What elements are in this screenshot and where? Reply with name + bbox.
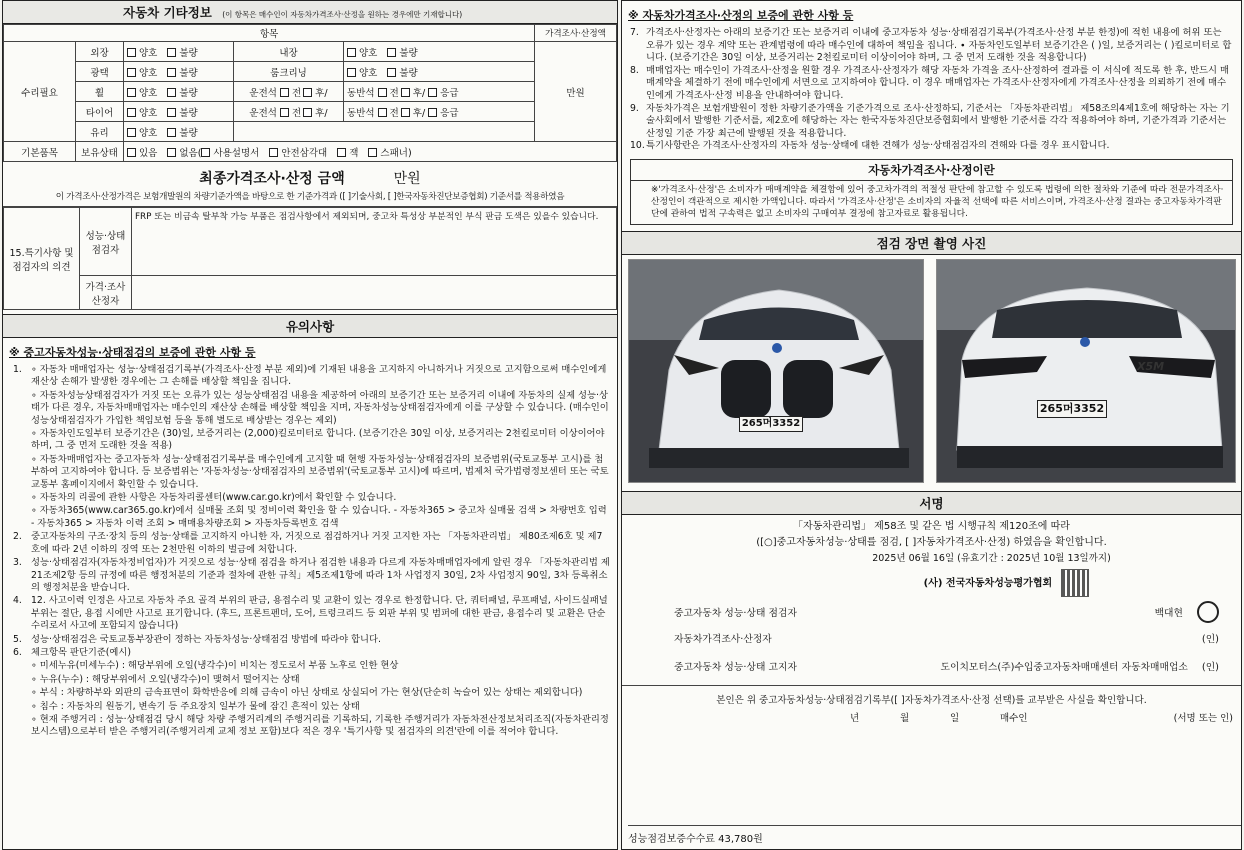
emergency: 응급 — [440, 107, 459, 119]
checkbox[interactable] — [167, 48, 176, 57]
definition-text: ※'가격조사·산정'은 소비자가 매매계약을 체결함에 있어 중고차가격의 적절성 판단에 참고할 수 있도록 법령에 의한 절차와 기준에 따라 전문가격조사·산정인이 객관적으로 제시한 가액입니다. 따라서 '가격조사·산정'은 소비자의 자율적 선택에 따른 서비스이며, 가격조사·산정 결과는 중고자동차가격판단에 관하여 법적 구속력은 없고 소비자의 구매여부 결정에 참고자료로 활용됩니다. — [651, 184, 1224, 219]
info-table — [3, 24, 617, 162]
basic-jack: 잭 — [349, 147, 359, 159]
checkbox[interactable] — [127, 68, 136, 77]
row-right-name: 운전석 전 후/ — [234, 102, 344, 122]
right-item-number: 10. — [630, 140, 645, 152]
notice-item-text: ∘ 누유(누수) : 해당부위에서 오일(냉각수)이 맺혀서 떨어지는 상태 — [31, 673, 300, 685]
final-price-unit: 만원 — [393, 171, 421, 187]
notice-item-text: 12. 사고이력 인정은 사고로 자동차 주요 골격 부위의 판금, 용접수리 및 교환이 있는 경우로 한정합니다. 단, 쿼터패널, 루프패널, 사이드실패널 부위는 절단, 용접 시에만 사고로 표기합니다. (후드, 프론트펜더, 도어, 트렁크리드 등 외판 부위 및 범퍼에 대한 판금, 용접수리 및 교환은 단순수리로서 사고에 포함되지 않습니다) — [31, 595, 608, 632]
role-name: 도이치모터스(주)수입중고자동차매매센터 자동차매매업소 — [940, 661, 1188, 673]
opt-bad: 불량 — [399, 67, 418, 79]
sign-area — [622, 515, 1241, 597]
notice-item-number: 6. — [13, 646, 22, 658]
checkbox[interactable] — [347, 68, 356, 77]
role-seal: (인) — [1201, 633, 1219, 645]
notice-item — [13, 364, 611, 389]
right-item — [630, 65, 1233, 103]
checkbox[interactable] — [280, 108, 289, 117]
emergency: 응급 — [440, 87, 459, 99]
special-price-label: 가격·조사 산정자 — [80, 276, 132, 310]
rear: 후 — [412, 107, 422, 119]
receipt-buyer: 매수인 — [1000, 712, 1028, 724]
notice-item — [13, 660, 611, 672]
info-title-bar — [3, 1, 617, 24]
notice-item — [13, 428, 611, 453]
seat-passenger: 동반석 — [347, 107, 375, 119]
notice-item-text: ∘ 현재 주행거리 : 성능·상태점검 당시 해당 차량 주행거리계의 주행거리를 기록하되, 기록한 주행거리가 자동차전산정보처리조직(자동차관리정보시스템)으로부터 받은 주행거리(주행거리계 교체 정보 포함)보다 적은 경우 '특기사항 및 점검자의 의견'란에 이를 적어야 합니다. — [31, 713, 609, 738]
notice-item-number — [13, 390, 31, 427]
role-row — [674, 625, 1219, 651]
notice-title: 유의사항 — [3, 314, 617, 338]
opt-bad: 불량 — [179, 87, 198, 99]
checkbox[interactable] — [127, 148, 136, 157]
row-right-name: 내장 — [234, 42, 344, 62]
right-item-number: 7. — [630, 27, 639, 38]
row-options: 동반석 전 후/ 응급 — [344, 102, 535, 122]
definition-box — [630, 159, 1233, 225]
notice-item — [13, 492, 611, 504]
sign-line1: 「자동차관리법」 제58조 및 같은 법 시행규칙 제120조에 따라 — [793, 520, 1070, 532]
right-item-text: 자동차가격은 보험개발원이 정한 차량기준가액을 기준가격으로 조사·산정하되, 기준서는 「자동차관리법」 제58조의4제1호에 해당하는 자는 기술사회에서 발행한 기준서를, 제2호에 해당하는 자는 한국자동차진단보증협회에서 발행한 기준서를 각각 적용하여야 하며, 기준가격과 기준서는 산정일 기준 가장 최근에 발행된 것을 적용합니다. — [646, 102, 1230, 139]
row-options — [124, 102, 234, 122]
notice-item-number — [13, 714, 31, 739]
notice-item-number — [13, 505, 31, 530]
checkbox[interactable] — [303, 88, 312, 97]
opt-good: 양호 — [139, 127, 158, 139]
rear-plate: 265머3352 — [1037, 400, 1107, 418]
col-price: 가격조사·산정액 — [535, 25, 617, 42]
checkbox[interactable] — [428, 88, 437, 97]
notice-item-text: ∘ 자동차성능상태점검자가 거짓 또는 오류가 있는 성능상태점검 내용을 제공하여 아래의 보증기간 또는 보증거리 이내에 자동차의 실제 성능·상태가 다른 경우, 자동차매매업자는 매수인의 재산상 손해를 배상할 책임을 지며, 자동차성능상태점검자에게 이를 구상할 수 있습니다. (매수인이 성능상태점검자가 가입한 책임보험 등을 통해 별도로 배상받는 경우는 제외) — [31, 389, 609, 426]
checkbox[interactable] — [401, 88, 410, 97]
info-title: 자동차 기타정보 — [123, 5, 212, 20]
checkbox[interactable] — [127, 48, 136, 57]
row-options — [124, 42, 234, 62]
notice-item — [13, 595, 611, 632]
final-note: 이 가격조사·산정가격은 보험개발원의 차량기준가액을 바탕으로 한 기준가격과 ([ ]기술사회, [ ]한국자동차진단보증협회) 기준서를 적용하였음 — [3, 190, 617, 207]
right-item-text: 특기사항란은 가격조사·산정자의 자동차 성능·상태에 대한 견해가 성능·상태점검자의 견해와 다를 경우 표시합니다. — [646, 140, 1110, 152]
seat-driver: 운전석 — [249, 107, 277, 119]
row-name: 유리 — [76, 122, 124, 142]
notice-item — [13, 687, 611, 699]
left-column — [2, 0, 618, 850]
receipt-line: 본인은 위 중고자동차성능·상태점검기록부([ ]자동차가격조사·산정 선택)를 교부받은 사실을 확인합니다. — [716, 694, 1147, 706]
notice-item — [13, 454, 611, 491]
right-item — [630, 103, 1233, 141]
opt-good: 양호 — [359, 67, 378, 79]
checkbox[interactable] — [127, 88, 136, 97]
front: 전 — [389, 87, 399, 99]
sign-date: 2025년 06월 16일 (유효기간 : 2025년 10월 13일까지) — [872, 552, 1111, 564]
right-list — [622, 27, 1241, 153]
role-label: 중고자동차 성능·상태 고지자 — [674, 661, 797, 673]
notice-list — [3, 364, 617, 739]
role-name: 백대현 — [1154, 607, 1183, 619]
basic-sub: 보유상태 — [76, 142, 124, 162]
opt-bad: 불량 — [179, 127, 198, 139]
notice-item-text: 중고자동차의 구조·장치 등의 성능·상태를 고지하지 아니한 자, 거짓으로 점검하거나 거짓 고지한 자는 「자동차관리법」 제80조제6호 및 제7호에 따라 2년 이하의 징역 또는 2천만원 이하의 벌금에 처합니다. — [31, 531, 603, 555]
checkbox[interactable] — [347, 48, 356, 57]
opt-bad: 불량 — [179, 107, 198, 119]
checkbox[interactable] — [280, 88, 289, 97]
checkbox[interactable] — [167, 68, 176, 77]
role-label: 자동차가격조사·산정자 — [674, 633, 772, 645]
rear: 후 — [315, 107, 325, 119]
front: 전 — [389, 107, 399, 119]
role-row — [674, 599, 1219, 625]
notice-item-text: ∘ 자동차 매매업자는 성능·상태점검기록부(가격조사·산정 부분 제외)에 기재된 내용을 고지하지 아니하거나 거짓으로 고지함으로써 매수인에게 재산상 손해가 발생한 경우에는 그 손해를 배상할 책임을 집니다. — [31, 364, 607, 388]
notice-item — [13, 557, 611, 594]
notice-item-text: 성능·상태점검자(자동차정비업자)가 거짓으로 성능·상태 점검을 하거나 점검한 내용과 다르게 자동차매매업자에게 알린 경우 「자동차관리법 제21조제2항 등의 규정에 따른 행정처분의 기준과 절차에 관한 규칙」제5조제1항에 따라 1차 사업정지 30일, 2차 사업정지 90일, 3차 등록취소의 행정처분을 받습니다. — [31, 557, 610, 593]
final-price-label: 최종가격조사·산정 금액 — [199, 171, 345, 187]
row-right-name: 룸크리닝 — [234, 62, 344, 82]
front: 전 — [291, 87, 302, 99]
right-item-number: 8. — [630, 64, 639, 76]
checkbox[interactable] — [303, 108, 312, 117]
checkbox[interactable] — [337, 148, 346, 157]
opt-good: 양호 — [139, 107, 158, 119]
notice-item — [13, 701, 611, 713]
notice-item — [13, 647, 611, 659]
right-item-text: 가격조사·산정자는 아래의 보증기간 또는 보증거리 이내에 중고자동차 성능·상태점검기록부(가격조사·산정 부분 한정)에 적힌 내용에 허위 또는 오류가 있는 경우 계약 또는 관계법령에 따라 매수인에 대하여 책임을 집니다. ∙ 자동차인도일부터 보증기간은 ( )일, 보증거리는 ( )킬로미터로 합니다. (보증기간은 30일 이상, 보증거리는 2천킬로미터 이상이어야 하며, 그 중 먼저 도래한 것을 적용합니다) — [646, 27, 1232, 64]
front-photo — [628, 259, 924, 483]
seat-passenger: 동반석 — [347, 87, 375, 99]
notice-item — [13, 390, 611, 427]
notice-item-number — [13, 701, 31, 713]
opt-bad: 불량 — [399, 47, 418, 59]
opt-good: 양호 — [139, 87, 158, 99]
opt-bad: 불량 — [179, 67, 198, 79]
checkbox[interactable] — [269, 148, 278, 157]
front-car-illustration — [629, 260, 924, 483]
sign-line2: ([○]중고자동차성능·상태를 점검, [ ]자동차가격조사·산정) 하였음을 확인합니다. — [756, 536, 1107, 548]
notice-item — [13, 505, 611, 530]
basic-options: 있음 없음( 사용설명서 안전삼각대 잭 스패너) — [124, 142, 617, 162]
association-row — [622, 569, 1241, 597]
checkbox[interactable] — [368, 148, 377, 157]
special-cond-label: 성능·상태 점검자 — [80, 208, 132, 276]
notice-item-number: 2. — [13, 531, 22, 543]
special-table — [3, 207, 617, 310]
row-name: 타이어 — [76, 102, 124, 122]
checkbox[interactable] — [378, 88, 387, 97]
checkbox[interactable] — [127, 128, 136, 137]
notice-item-text: 체크항목 판단기준(예시) — [31, 646, 132, 658]
opt-good: 양호 — [139, 67, 158, 79]
notice-item — [13, 674, 611, 686]
checkbox[interactable] — [127, 108, 136, 117]
right-item — [630, 140, 1233, 153]
opt-bad: 불량 — [179, 47, 198, 59]
notice-item-number — [13, 660, 31, 672]
final-price-row — [3, 162, 617, 190]
row-options — [124, 82, 234, 102]
notice-item-text: ∘ 자동차인도일부터 보증기간은 (30)일, 보증거리는 (2,000)킬로미터로 합니다. (보증기간은 30일 이상, 보증거리는 2천킬로미터 이상이어야 하며, 그 중 먼저 도래한 것을 적용) — [31, 428, 605, 452]
qr-code-icon — [1061, 569, 1089, 597]
checkbox[interactable] — [378, 108, 387, 117]
rear: 후 — [315, 87, 325, 99]
row-name: 광택 — [76, 62, 124, 82]
checkbox[interactable] — [167, 148, 176, 157]
special-cond-text: FRP 또는 비금속 탈부착 가능 부품은 점검사항에서 제외되며, 중고차 특성상 부분적인 부식 판금 도색은 있을수 있습니다. — [132, 208, 617, 276]
notice-item-number: 4. — [13, 595, 22, 607]
notice-item — [13, 634, 611, 646]
notice-item-number — [13, 454, 31, 491]
receipt-area — [622, 685, 1241, 724]
notice-item-number — [13, 492, 31, 504]
row-name: 휠 — [76, 82, 124, 102]
row-name: 외장 — [76, 42, 124, 62]
fee: 성능점검보증수수료 43,780원 — [628, 825, 1241, 845]
rear-car-illustration — [937, 260, 1236, 483]
checkbox[interactable] — [167, 88, 176, 97]
checkbox[interactable] — [167, 128, 176, 137]
row-empty — [234, 122, 535, 142]
receipt-row — [630, 710, 1233, 724]
notice-heading: ※ 중고자동차성능·상태점검의 보증에 관한 사항 등 — [9, 346, 256, 359]
notice-item-text: ∘ 부식 : 차량하부와 외판의 금속표면이 화학반응에 의해 금속이 아닌 상태로 상실되어 가는 현상(단순히 녹슬어 있는 상태는 제외합니다) — [31, 687, 583, 699]
notice-item-number — [13, 687, 31, 699]
right-column — [621, 0, 1242, 850]
notice-item — [13, 531, 611, 556]
row-options — [344, 62, 535, 82]
notice-item-number: 5. — [13, 633, 22, 645]
notice-item-text: ∘ 미세누유(미세누수) : 해당부위에 오일(냉각수)이 비치는 정도로서 부품 노후로 인한 현상 — [31, 660, 399, 672]
notice-item-number: 1. — [13, 364, 22, 375]
row-options — [124, 62, 234, 82]
checkbox[interactable] — [428, 108, 437, 117]
rear-photo — [936, 259, 1236, 483]
notice-item-number — [13, 674, 31, 686]
row-options — [344, 42, 535, 62]
checkbox[interactable] — [201, 148, 210, 157]
role-seal: (인) — [1201, 661, 1219, 673]
price-unit: 만원 — [535, 42, 617, 142]
seal-icon — [1197, 601, 1219, 623]
row-options — [124, 122, 234, 142]
info-subtitle: (이 항목은 매수인이 자동차가격조사·산정을 원하는 경우에만 기재합니다) — [222, 10, 463, 19]
rear: 후 — [412, 87, 422, 99]
notice-item-text: ∘ 자동차매매업자는 중고자동차 성능·상태점검기록부를 매수인에게 고지할 때 현행 자동차성능·상태점검자의 보증범위(국토교통부 고시)를 첨부하여 고지하여야 합니다. 등 보증범위는 '자동차성능·상태점검자의 보증범위'(국토교통부 고시)에 따르며, 법제처 국가법령정보센터 또는 국토교통부 홈페이지에서 확인할 수 있습니다. — [31, 453, 609, 490]
opt-good: 양호 — [139, 47, 158, 59]
seat-driver: 운전석 — [249, 87, 277, 99]
col-item: 항목 — [4, 25, 535, 42]
notice-item-text: ∘ 자동차의 리콜에 관한 사항은 자동차리콜센터(www.car.go.kr)에서 확인할 수 있습니다. — [31, 492, 397, 504]
notice-item-number: 3. — [13, 557, 22, 569]
photo-area — [622, 255, 1241, 487]
right-item-number: 9. — [630, 102, 639, 114]
repair-label: 수리필요 — [4, 42, 76, 142]
receipt-day: 일 — [950, 712, 960, 724]
basic-label: 기본품목 — [4, 142, 76, 162]
checkbox[interactable] — [167, 108, 176, 117]
checkbox[interactable] — [387, 48, 396, 57]
right-item-text: 매매업자는 매수인이 가격조사·산정을 원할 경우 가격조사·산정자가 해당 자동차 가격을 조사·산정하여 결과를 이 서식에 적도록 한 후, 반드시 매매계약을 체결하기 전에 매수인에게 서면으로 고지하여야 합니다. 이 경우 매매업자는 가격조사·산정자에게 가격조사·산정을 의뢰하기 전에 매수인에게 가격조사·산정 비용을 안내하여야 합니다. — [646, 64, 1229, 101]
notice-item-number — [13, 428, 31, 453]
right-top-heading: ※ 자동차가격조사·산정의 보증에 관한 사항 등 — [628, 9, 854, 22]
front-plate: 265머3352 — [739, 416, 803, 432]
front: 전 — [291, 107, 302, 119]
checkbox[interactable] — [387, 68, 396, 77]
basic-spanner: 스패너 — [380, 147, 408, 159]
association: (사) 전국자동차성능평가협회 — [923, 577, 1053, 589]
special-label: 15.특기사항 및 점검자의 의견 — [4, 208, 80, 310]
row-options: 동반석 전 후/ 응급 — [344, 82, 535, 102]
sign-title: 서명 — [622, 491, 1241, 515]
basic-triangle: 안전삼각대 — [281, 147, 328, 159]
basic-no: 없음 — [179, 147, 198, 159]
receipt-month: 월 — [900, 712, 910, 724]
rear-badge: X5M — [1137, 359, 1165, 373]
receipt-sign: (서명 또는 인) — [1173, 712, 1233, 724]
opt-good: 양호 — [359, 47, 378, 59]
notice-item-text: ∘ 자동차365(www.car365.go.kr)에서 실매물 조회 및 정비이력 확인을 할 수 있습니다. - 자동차365 > 중고차 실매물 검색 > 차량번호 입력 - 자동차365 > 자동차 이력 조회 > 매매용차량조회 > 자동차등록번호 검색 — [31, 505, 607, 529]
receipt-year: 년 — [850, 712, 860, 724]
notice-item — [13, 714, 611, 739]
definition-title: 자동차가격조사·산정이란 — [631, 160, 1232, 181]
basic-manual: 사용설명서 — [213, 147, 260, 159]
roles — [622, 597, 1241, 681]
photo-title: 점검 장면 촬영 사진 — [622, 231, 1241, 255]
notice-item-text: ∘ 침수 : 자동차의 원동기, 변속기 등 주요장치 일부가 물에 잠긴 흔적이 있는 상태 — [31, 700, 360, 712]
special-price-text — [132, 276, 617, 310]
role-label: 중고자동차 성능·상태 점검자 — [674, 607, 797, 619]
row-right-name: 운전석 전 후/ — [234, 82, 344, 102]
notice-item-text: 성능·상태점검은 국토교통부장관이 정하는 자동차성능·상태점검 방법에 따라야 합니다. — [31, 633, 381, 645]
basic-yes: 있음 — [139, 147, 158, 159]
role-row — [674, 651, 1219, 681]
checkbox[interactable] — [401, 108, 410, 117]
right-item — [630, 27, 1233, 65]
